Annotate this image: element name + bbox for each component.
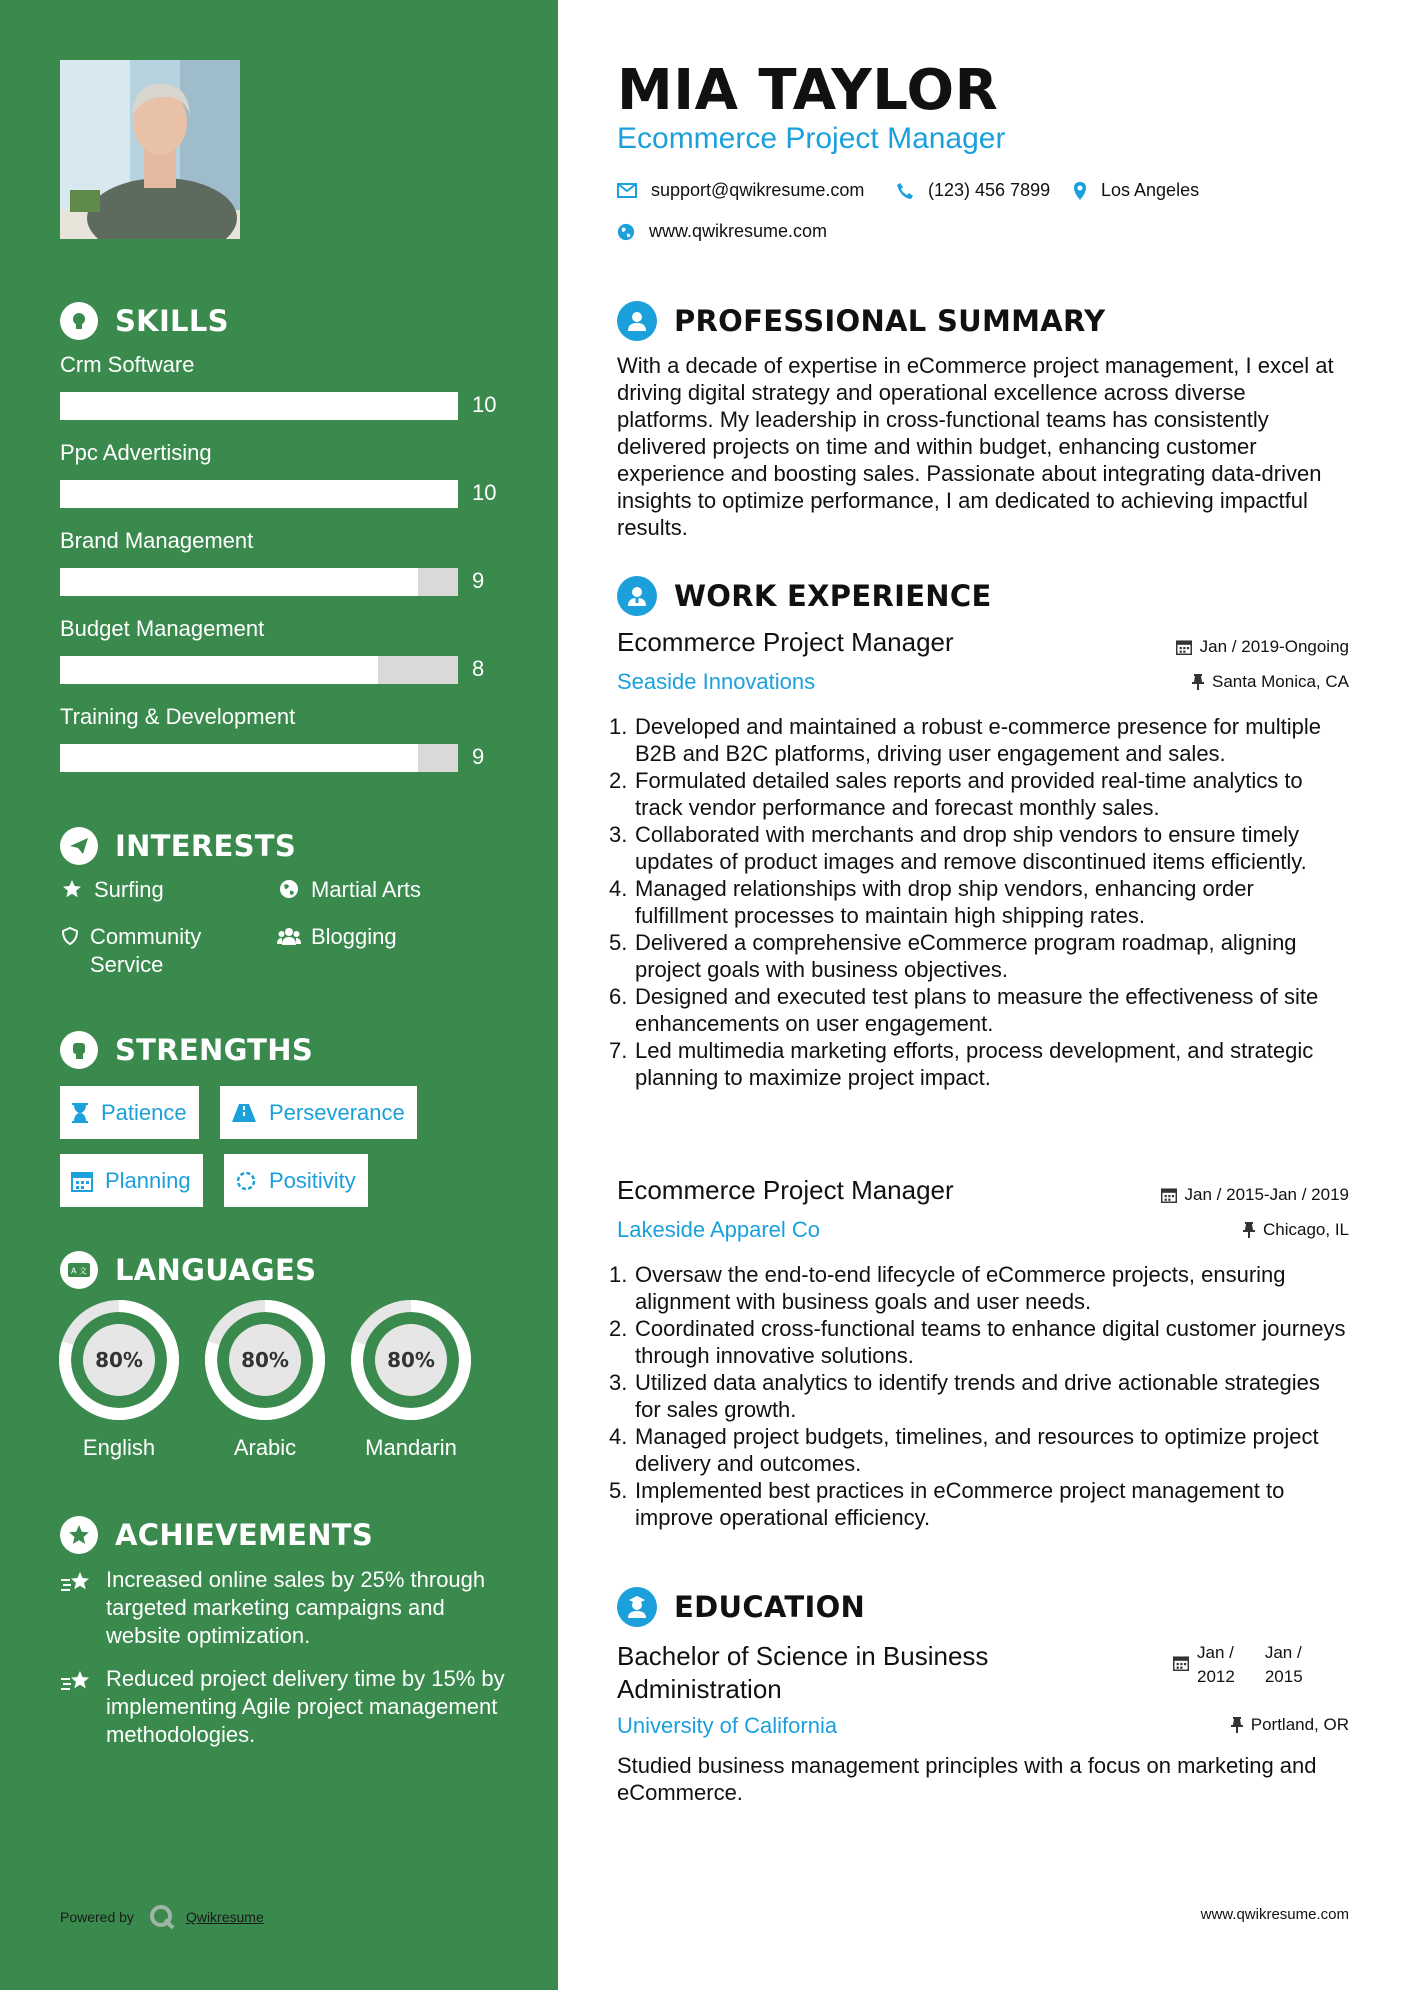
language-ring (350, 1299, 472, 1421)
powered-by-label: Powered by (60, 1909, 134, 1925)
contact-location (1073, 180, 1199, 201)
experience-heading: WORK EXPERIENCE (674, 579, 992, 613)
star-badge-icon (60, 1516, 98, 1554)
job-bullet: Developed and maintained a robust e-commerce presence for multiple B2B and B2C platforms, driving user engagement and sales. (635, 714, 1322, 766)
skills-heading: SKILLS (115, 304, 229, 338)
job-bullet: Collaborated with merchants and drop ship vendors to ensure timely updates of product images and remove discontinued items efficiently. (635, 822, 1307, 874)
website-text: www.qwikresume.com (649, 221, 828, 241)
skill-bar-fill (60, 744, 418, 772)
job-location (1192, 672, 1349, 692)
school-name: University of California (617, 1713, 838, 1738)
lightbulb-icon (60, 302, 98, 340)
calendar-icon (1161, 1187, 1177, 1203)
paper-plane-icon (60, 827, 98, 865)
achievements-heading: ACHIEVEMENTS (115, 1518, 374, 1552)
job-bullet: Designed and executed test plans to measure the effectiveness of site enhancements on user engagement. (635, 984, 1319, 1036)
job-bullet: Utilized data analytics to identify trends and drive actionable strategies for sales growth. (635, 1370, 1320, 1422)
skill-label: Training & Development (60, 704, 296, 729)
job-bullet: Oversaw the end-to-end lifecycle of eCommerce projects, ensuring alignment with business goals and user needs. (635, 1262, 1286, 1314)
education-end-month: Jan / (1264, 1643, 1302, 1662)
summary-heading-row (617, 301, 1105, 341)
road-icon (231, 1103, 257, 1123)
hourglass-icon (71, 1102, 89, 1124)
brand-link[interactable]: Qwikresume (185, 1909, 264, 1925)
globe-icon (277, 876, 301, 899)
company-name: Lakeside Apparel Co (617, 1217, 821, 1242)
profile-photo (60, 60, 240, 239)
envelope-icon (617, 183, 637, 198)
skill-bar (60, 480, 458, 508)
svg-text:A 文: A 文 (70, 1266, 88, 1276)
company-name: Seaside Innovations (617, 669, 816, 694)
language-label: Arabic (233, 1435, 297, 1460)
candidate-name: MIA TAYLOR (617, 58, 999, 123)
qwikresume-logo-icon (148, 1903, 176, 1931)
summary-heading: PROFESSIONAL SUMMARY (674, 304, 1106, 338)
job-bullet: Managed project budgets, timelines, and resources to optimize project delivery and outcomes. (635, 1424, 1319, 1476)
spinner-icon (235, 1170, 257, 1192)
globe-icon (617, 223, 635, 241)
job-location (1243, 1220, 1349, 1240)
contact-email[interactable] (617, 180, 864, 201)
shooting-star-icon (60, 1566, 94, 1599)
summary-text: With a decade of expertise in eCommerce project management, I excel at driving digital strategy and operational excellence across diverse platforms. My leadership in cross-functional teams has consistently delivered projects on time and within budget, enhancing customer experience and boosting sales. Passionate about integrating data-driven insights to optimize performance, I am dedicated to achieving impactful results. (617, 353, 1334, 540)
education-heading-row (617, 1587, 865, 1627)
job-bullet: Led multimedia marketing efforts, process development, and strategic planning to maximize project impact. (635, 1038, 1314, 1090)
shooting-star-icon (60, 1665, 94, 1698)
users-icon (277, 923, 301, 946)
language-percent: 80% (95, 1348, 143, 1372)
powered-by (60, 1903, 264, 1931)
strengths-heading-row (60, 1031, 313, 1069)
skill-score: 8 (472, 656, 485, 681)
skill-bar-fill (60, 568, 418, 596)
pushpin-icon (1243, 1222, 1255, 1238)
language-label: Mandarin (365, 1435, 457, 1460)
pushpin-icon (1231, 1717, 1243, 1733)
achievement-text: Reduced project delivery time by 15% by implementing Agile project management methodologies. (106, 1666, 505, 1747)
education-location-text: Portland, OR (1250, 1715, 1349, 1734)
language-percent: 80% (241, 1348, 289, 1372)
interest-label: Blogging (311, 924, 397, 949)
job-dates (1161, 1185, 1349, 1205)
email-text: support@qwikresume.com (651, 180, 865, 200)
skill-label: Brand Management (60, 528, 254, 553)
briefcase-user-icon (617, 576, 657, 616)
strength-badge (60, 1086, 199, 1139)
degree-line: Bachelor of Science in Business (617, 1641, 989, 1671)
education-dates (1173, 1641, 1303, 1689)
strength-badge (220, 1086, 417, 1139)
contact-phone[interactable] (896, 180, 1050, 201)
skill-score: 10 (472, 392, 497, 417)
job-title: Ecommerce Project Manager (617, 627, 954, 657)
education-location (1231, 1715, 1349, 1735)
education-start-year: 2012 (1197, 1667, 1235, 1686)
contact-website[interactable] (617, 221, 827, 242)
interests-heading: INTERESTS (115, 829, 297, 863)
language-ring-chart (204, 1299, 326, 1421)
footer-url[interactable]: www.qwikresume.com (1200, 1906, 1349, 1923)
language-icon (60, 1251, 98, 1289)
job-location-text: Chicago, IL (1263, 1220, 1349, 1239)
skill-score: 10 (472, 480, 497, 505)
star-icon (60, 876, 84, 899)
job-bullet: Delivered a comprehensive eCommerce program roadmap, aligning project goals with business objectives. (635, 930, 1297, 982)
phone-text: (123) 456 7899 (928, 180, 1051, 200)
skill-label: Crm Software (60, 352, 195, 377)
achievement-item (60, 1665, 506, 1749)
strength-badge (60, 1154, 203, 1207)
job-dates-text: Jan / 2019-Ongoing (1199, 637, 1349, 656)
skill-bar (60, 568, 458, 596)
language-percent: 80% (387, 1348, 435, 1372)
skill-bar-fill (60, 392, 458, 420)
interest-label: Community Service (90, 924, 202, 977)
job-bullets (609, 713, 1349, 1091)
experience-heading-row (617, 576, 992, 616)
interest-item (60, 923, 240, 979)
interest-label: Surfing (94, 877, 164, 902)
skill-bar-fill (60, 480, 458, 508)
language-ring (58, 1299, 180, 1421)
education-heading: EDUCATION (674, 1590, 866, 1624)
phone-icon (896, 182, 914, 200)
strengths-heading: STRENGTHS (115, 1033, 314, 1067)
job-dates-text: Jan / 2015-Jan / 2019 (1184, 1185, 1349, 1204)
degree-title (617, 1640, 988, 1706)
language-ring-chart (58, 1299, 180, 1421)
candidate-title: Ecommerce Project Manager (617, 122, 1006, 155)
interest-label: Martial Arts (311, 877, 422, 902)
achievements-heading-row (60, 1516, 373, 1554)
location-text: Los Angeles (1101, 180, 1200, 200)
skill-bar (60, 392, 458, 420)
calendar-icon (1173, 1641, 1189, 1671)
education-end (1265, 1641, 1303, 1689)
job-bullet: Managed relationships with drop ship vendors, enhancing order fulfillment processes to maintain high shipping rates. (635, 876, 1254, 928)
language-ring (204, 1299, 326, 1421)
interest-item (277, 876, 421, 904)
calendar-icon (71, 1170, 93, 1192)
skill-label: Budget Management (60, 616, 265, 641)
job-location-text: Santa Monica, CA (1211, 672, 1349, 691)
language-ring-chart (350, 1299, 472, 1421)
interests-heading-row (60, 827, 296, 865)
strength-label: Perseverance (269, 1099, 405, 1125)
pushpin-icon (1192, 674, 1204, 690)
job-bullet: Coordinated cross-functional teams to enhance digital customer journeys through innovative solutions. (635, 1316, 1346, 1368)
skills-heading-row (60, 302, 229, 340)
job-dates (1176, 637, 1349, 657)
skill-bar (60, 656, 458, 684)
interest-item (277, 923, 397, 951)
achievement-item (60, 1566, 506, 1650)
education-end-year: 2015 (1264, 1667, 1303, 1686)
languages-heading-row (60, 1251, 316, 1289)
graduate-icon (617, 1587, 657, 1627)
map-pin-icon (1073, 181, 1087, 201)
job-bullet: Implemented best practices in eCommerce project management to improve operational efficiency. (635, 1478, 1285, 1530)
shield-icon (60, 923, 80, 946)
skill-score: 9 (472, 568, 485, 593)
skill-bar (60, 744, 458, 772)
strength-label: Positivity (269, 1167, 356, 1193)
skill-label: Ppc Advertising (60, 440, 212, 465)
sidebar (0, 0, 558, 1990)
interest-item (60, 876, 164, 904)
languages-heading: LANGUAGES (115, 1253, 317, 1287)
strength-badge (224, 1154, 368, 1207)
strength-label: Planning (105, 1167, 191, 1193)
degree-line: Administration (617, 1674, 782, 1704)
user-icon (617, 301, 657, 341)
fist-icon (60, 1031, 98, 1069)
achievement-text: Increased online sales by 25% through targeted marketing campaigns and website optimization. (106, 1567, 486, 1648)
job-bullets (609, 1261, 1349, 1531)
education-description: Studied business management principles with a focus on marketing and eCommerce. (617, 1753, 1317, 1805)
job-title: Ecommerce Project Manager (617, 1175, 954, 1205)
calendar-icon (1176, 639, 1192, 655)
skill-score: 9 (472, 744, 485, 769)
education-start (1197, 1641, 1235, 1689)
job-bullet: Formulated detailed sales reports and provided real-time analytics to track vendor performance and forecast monthly sales. (635, 768, 1303, 820)
strength-label: Patience (101, 1099, 187, 1125)
education-start-month: Jan / (1197, 1643, 1234, 1662)
language-label: English (82, 1435, 156, 1460)
skill-bar-fill (60, 656, 378, 684)
